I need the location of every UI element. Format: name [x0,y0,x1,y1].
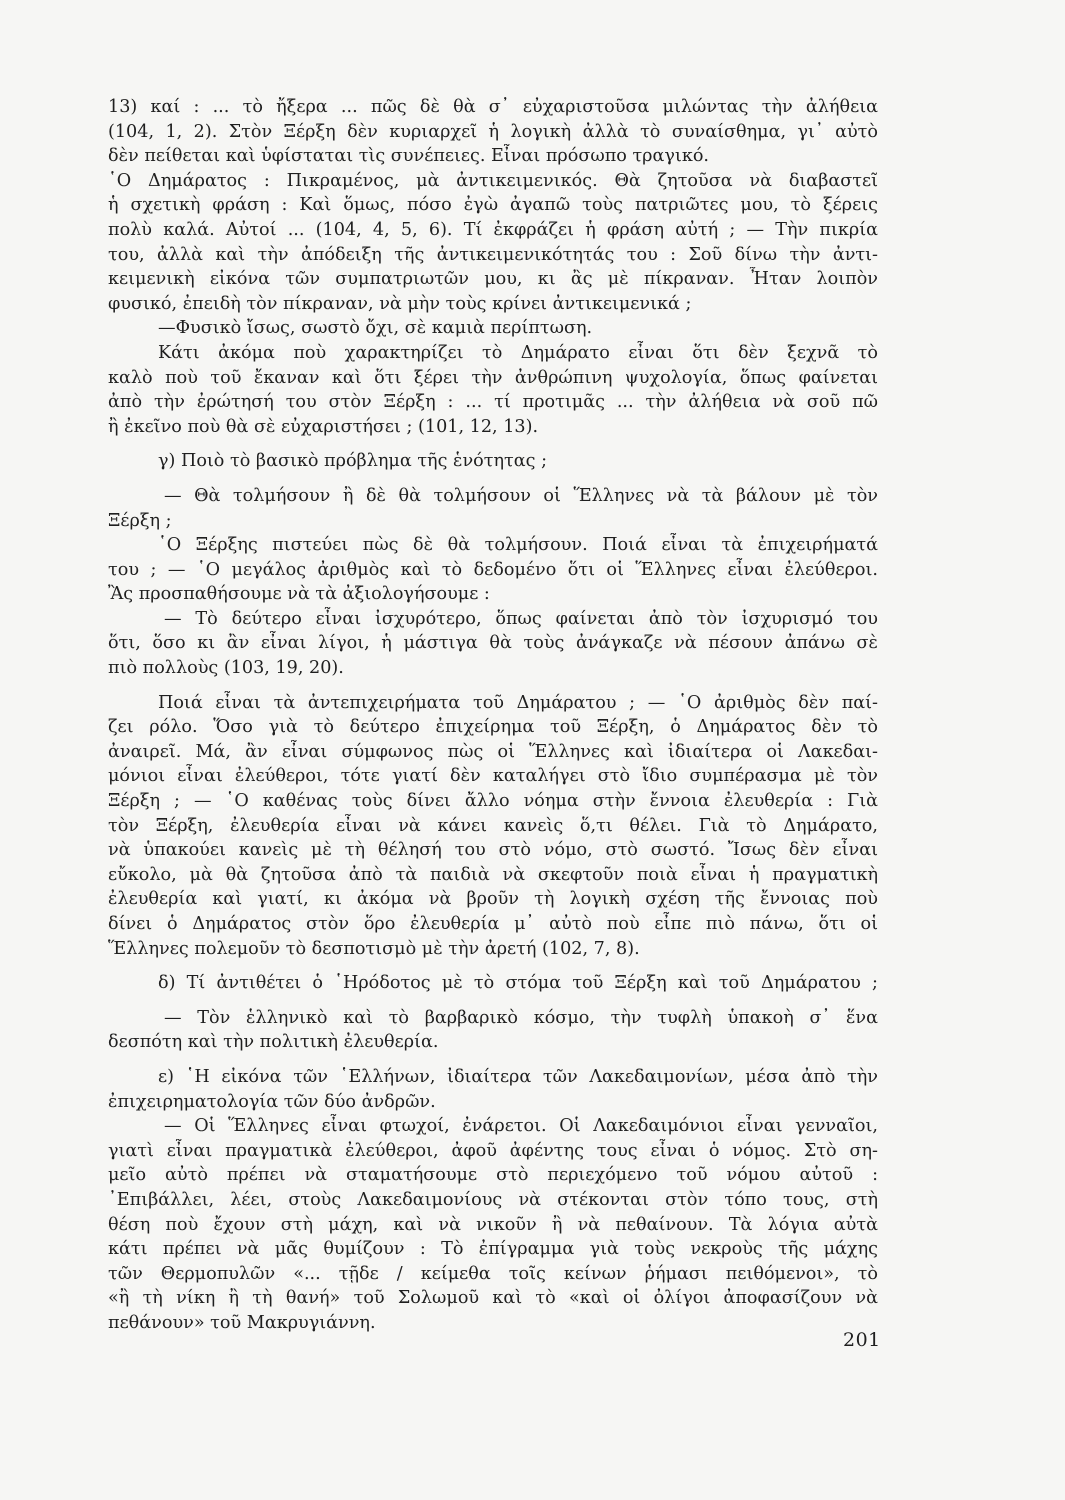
text-line: κάτι πρέπει νὰ μᾶς θυμίζουν : Τὸ ἐπίγραμμα γιὰ τοὺς νεκροὺς τῆς μάχης [108,1239,878,1260]
text-line: φυσικό, ἐπειδὴ τὸν πίκραναν, νὰ μὴν τοὺς κρίνει ἀντικειμενικά ; [108,293,692,314]
text-line: πιὸ πολλοὺς (103, 19, 20). [108,658,344,679]
text-line: 13) καί : ... τὸ ἤξερα ... πῶς δὲ θὰ σ᾽ εὐχαριστοῦσα μιλώντας τὴν ἀλήθεια [108,97,878,117]
text-line: του ; — ῾Ο μεγάλος ἀριθμὸς καὶ τὸ δεδομένο ὅτι οἱ Ἕλληνες εἶναι ἐλεύθεροι. [108,559,878,580]
text-line: ὅτι, ὅσο κι ἂν εἶναι λίγοι, ἡ μάστιγα θὰ τοὺς ἀνάγκαζε νὰ πέσουν ἀπάνω σὲ [108,633,878,654]
text-line: εὔκολο, μὰ θὰ ζητοῦσα ἀπὸ τὰ παιδιὰ νὰ σκεφτοῦν ποιὰ εἶναι ἡ πραγματικὴ [108,864,878,885]
text-line: (104, 1, 2). Στὸν Ξέρξη δὲν κυριαρχεῖ ἡ λογικὴ ἀλλὰ τὸ συναίσθημα, γι᾽ αὐτὸ [108,121,878,142]
text-line: ἐλευθερία καὶ γιατί, κι ἀκόμα νὰ βροῦν τὴ λογικὴ σχέση τῆς ἔννοιας ποὺ [108,889,878,910]
text-line: Ποιά εἶναι τὰ ἀντεπιχειρήματα τοῦ Δημάρατου ; — ῾Ο ἀριθμὸς δὲν παί- [158,692,878,713]
text-line: δὲν πείθεται καὶ ὑφίσταται τὶς συνέπειες. Εἶναι πρόσωπο τραγικό. [108,146,710,167]
text-line: — Θὰ τολμήσουν ἢ δὲ θὰ τολμήσουν οἱ Ἕλληνες νὰ τὰ βάλουν μὲ τὸν [164,485,878,506]
section-heading: ἐπιχειρηματολογία τῶν δύο ἀνδρῶν. [108,1091,436,1112]
text-line: ῾Ο Δημάρατος : Πικραμένος, μὰ ἀντικειμενικός. Θὰ ζητοῦσα νὰ διαβαστεῖ [108,170,878,191]
text-line: ἡ σχετικὴ φράση : Καὶ ὅμως, πόσο ἐγὼ ἀγαπῶ τοὺς πατριῶτες μου, τὸ ξέρεις [108,195,878,216]
text-line: πολὺ καλά. Αὐτοί ... (104, 4, 5, 6). Τί ἐκφράζει ἡ φράση αὐτή ; — Τὴν πικρία [108,219,878,240]
text-line: ἀναιρεῖ. Μά, ἂν εἶναι σύμφωνος πὼς οἱ Ἕλληνες καὶ ἰδιαίτερα οἱ Λακεδαι- [108,741,878,762]
text-line: δίνει ὁ Δημάρατος στὸν ὅρο ἐλευθερία μ᾽ αὐτὸ ποὺ εἶπε πιὸ πάνω, ὅτι οἱ [108,914,878,934]
text-line: «ἢ τὴ νίκη ἢ τὴ θανή» τοῦ Σολωμοῦ καὶ τὸ «καὶ οἱ ὀλίγοι ἀποφασίζουν νὰ [108,1288,878,1309]
text-line: τὸν Ξέρξη, ἐλευθερία εἶναι νὰ κάνει κανεὶς ὅ,τι θέλει. Γιὰ τὸ Δημάρατο, [108,815,878,836]
text-line: πεθάνουν» τοῦ Μακρυγιάννη. [108,1312,376,1333]
text-line: —Φυσικὸ ἴσως, σωστὸ ὄχι, σὲ καμιὰ περίπτωση. [158,318,593,339]
text-line: — Τὸν ἑλληνικὸ καὶ τὸ βαρβαρικὸ κόσμο, τὴν τυφλὴ ὑπακοὴ σ᾽ ἕνα [164,1007,878,1028]
page-number: 201 [843,1329,881,1351]
text-line: ζει ρόλο. Ὅσο γιὰ τὸ δεύτερο ἐπιχείρημα τοῦ Ξέρξη, ὁ Δημάρατος δὲν τὸ [108,717,878,738]
text-line: ἢ ἐκεῖνο ποὺ θὰ σὲ εὐχαριστήσει ; (101, 12, 13). [108,416,539,437]
text-line: του, ἀλλὰ καὶ τὴν ἀπόδειξη τῆς ἀντικειμενικότητάς του : Σοῦ δίνω τὴν ἀντι- [108,244,878,265]
page-body [108,95,878,1336]
text-line: ῾Ο Ξέρξης πιστεύει πὼς δὲ θὰ τολμήσουν. Ποιά εἶναι τὰ ἐπιχειρήματά [158,535,878,556]
text-line: μεῖο αὐτὸ πρέπει νὰ σταματήσουμε στὸ περιεχόμενο τοῦ νόμου αὐτοῦ : [108,1165,878,1186]
text-line: ἀπὸ τὴν ἐρώτησή του στὸν Ξέρξη : ... τί προτιμᾶς ... τὴν ἀλήθεια νὰ σοῦ πῶ [108,392,878,413]
section-heading: γ) Ποιὸ τὸ βασικὸ πρόβλημα τῆς ἑνότητας ; [158,451,548,472]
text-line: ᾽Επιβάλλει, λέει, στοὺς Λακεδαιμονίους νὰ στέκονται στὸν τόπο τους, στὴ [108,1189,878,1210]
section-heading: δ) Τί ἀντιθέτει ὁ ῾Ηρόδοτος μὲ τὸ στόμα τοῦ Ξέρξη καὶ τοῦ Δημάρατου ; [158,973,878,994]
text-line: γιατὶ εἶναι πραγματικὰ ἐλεύθεροι, ἀφοῦ ἀφέντης τους εἶναι ὁ νόμος. Στὸ ση- [108,1140,878,1161]
text-line: νὰ ὑπακούει κανεὶς μὲ τὴ θέλησή του στὸ νόμο, στὸ σωστό. Ἴσως δὲν εἶναι [108,840,878,861]
text-line: Ἂς προσπαθήσουμε νὰ τὰ ἀξιολογήσουμε : [108,584,490,605]
text-line: Ξέρξη ; [108,510,172,531]
text-line: καλὸ ποὺ τοῦ ἔκαναν καὶ ὅτι ξέρει τὴν ἀνθρώπινη ψυχολογία, ὅπως φαίνεται [108,367,878,388]
text-line: θέση ποὺ ἔχουν στὴ μάχη, καὶ νὰ νικοῦν ἢ νὰ πεθαίνουν. Τὰ λόγια αὐτὰ [108,1214,878,1235]
text-line: κειμενικὴ εἰκόνα τῶν συμπατριωτῶν μου, κι ἂς μὲ πίκραναν. Ἦταν λοιπὸν [108,269,878,290]
text-line: μόνιοι εἶναι ἐλεύθεροι, τότε γιατί δὲν καταλήγει στὸ ἴδιο συμπέρασμα μὲ τὸν [108,766,878,787]
text-line: — Τὸ δεύτερο εἶναι ἰσχυρότερο, ὅπως φαίνεται ἀπὸ τὸν ἰσχυρισμό του [164,608,878,629]
text-line: Ξέρξη ; — ῾Ο καθένας τοὺς δίνει ἄλλο νόημα στὴν ἔννοια ἐλευθερία : Γιὰ [108,791,878,812]
text-line: δεσπότη καὶ τὴν πολιτικὴ ἐλευθερία. [108,1032,439,1053]
text-line: Ἕλληνες πολεμοῦν τὸ δεσποτισμὸ μὲ τὴν ἀρετή (102, 7, 8). [108,938,640,959]
section-heading: ε) ῾Η εἰκόνα τῶν ῾Ελλήνων, ἰδιαίτερα τῶν Λακεδαιμονίων, μέσα ἀπὸ τὴν [158,1066,878,1087]
text-line: — Οἱ Ἕλληνες εἶναι φτωχοί, ἐνάρετοι. Οἱ Λακεδαιμόνιοι εἶναι γενναῖοι, [164,1116,878,1137]
text-line: Κάτι ἀκόμα ποὺ χαρακτηρίζει τὸ Δημάρατο εἶναι ὅτι δὲν ξεχνᾶ τὸ [158,342,878,363]
text-line: τῶν Θερμοπυλῶν «... τῇδε / κείμεθα τοῖς κείνων ῥήμασι πειθόμενοι», τὸ [108,1263,878,1284]
